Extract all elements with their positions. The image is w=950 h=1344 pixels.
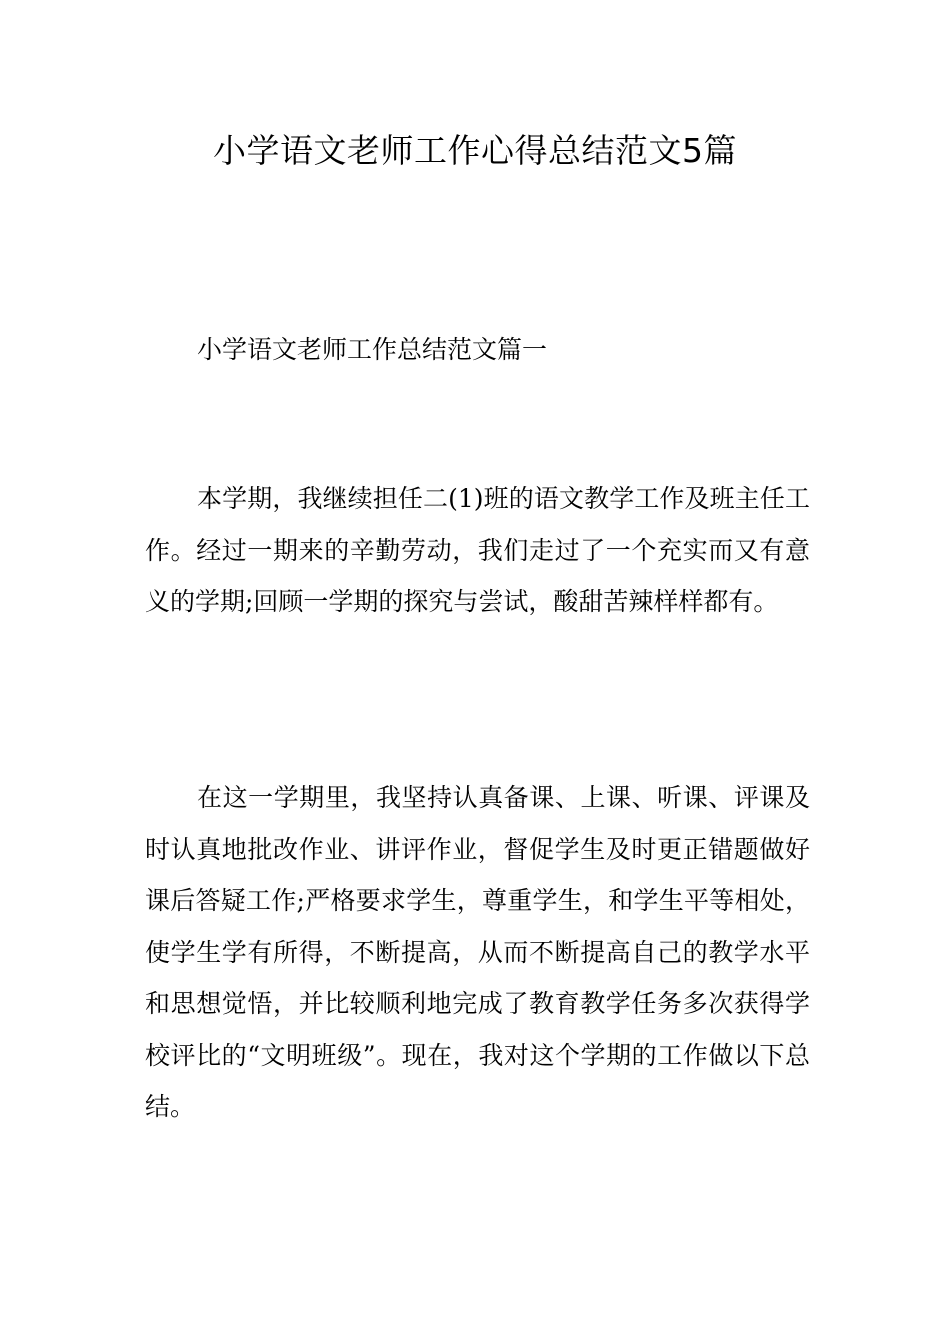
document-title: 小学语文老师工作心得总结范文5篇 xyxy=(213,131,737,170)
section-heading: 小学语文老师工作总结范文篇一 xyxy=(197,335,548,364)
paragraph-2: 在这一学期里，我坚持认真备课、上课、听课、评课及时认真地批改作业、讲评作业，督促学生及时更正错题做好课后答疑工作;严格要求学生，尊重学生，和学生平等相处，使学生学有所得，不断提高，从而不断提高自己的教学水平和思想觉悟，并比较顺利地完成了教育教学任务多次获得学校评比的“文明班级”。现在，我对这个学期的工作做以下总结。 xyxy=(145,783,810,1121)
paragraph-1: 本学期，我继续担任二(1)班的语文教学工作及班主任工作。经过一期来的辛勤劳动，我们走过了一个充实而又有意义的学期;回顾一学期的探究与尝试，酸甜苦辣样样都有。 xyxy=(145,484,810,616)
